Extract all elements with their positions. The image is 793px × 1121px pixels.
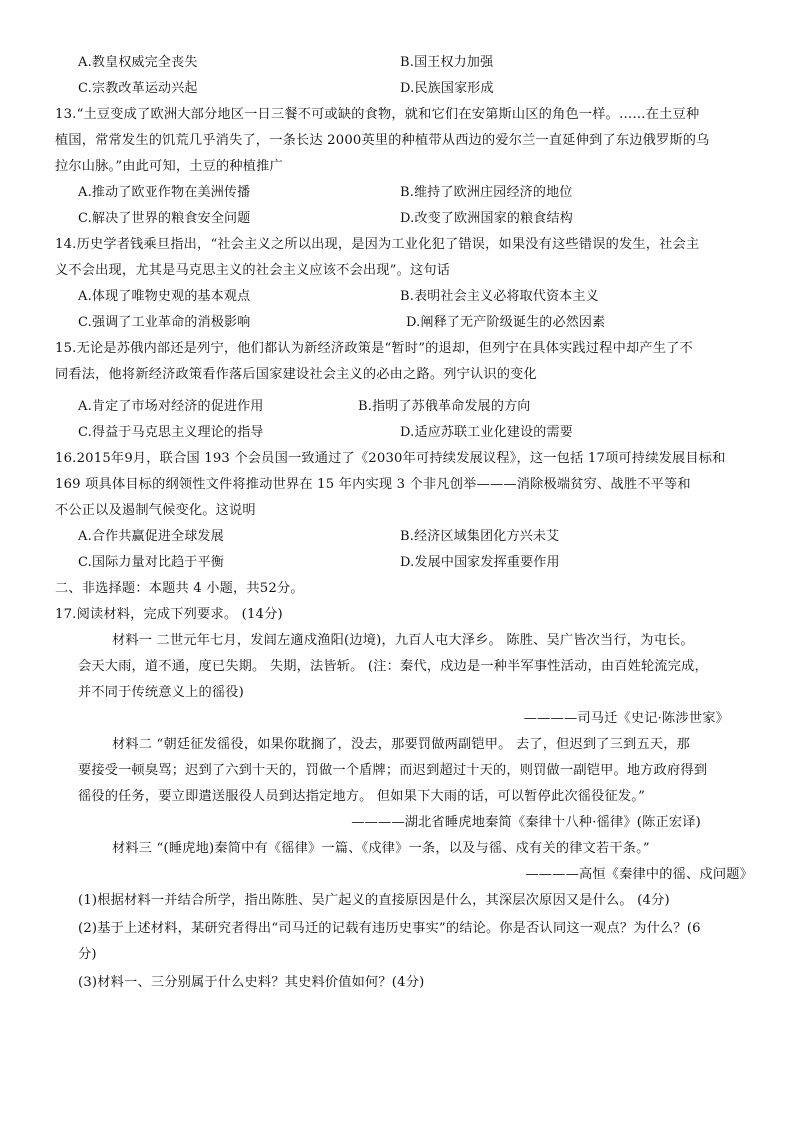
q16-stem-line: 169 项具体目标的纲领性文件将推动世界在 15 年内实现 3 个非凡创举———消除极端贫穷、战胜不平等和 — [55, 477, 691, 492]
q14-option-b: B.表明社会主义必将取代资本主义 — [400, 289, 599, 304]
q17-sub-question-1: (1)根据材料一并结合所学，指出陈胜、吴广起义的直接原因是什么，其深层次原因又是什么。 (4分) — [78, 893, 670, 908]
q17-material-two-line: 要接受一顿臭骂；迟到了六到十天的，罚做一个盾牌；而迟到超过十天的，则罚做一副铠甲。地方政府得到 — [78, 763, 708, 778]
q17-material-one-line: 会天大雨，道不通，度已失期。 失期，法皆斩。 (注：秦代，戍边是一种半军事性活动，由百姓轮流完成， — [78, 659, 708, 674]
q12-option-a: A.教皇权威完全丧失 — [78, 55, 198, 70]
q17-intro: 17.阅读材料，完成下列要求。 (14分) — [55, 607, 283, 622]
q17-material-two-line: 材料二 “朝廷征发徭役，如果你耽搁了，没去，那要罚做两副铠甲。 去了，但迟到了三到五天，那 — [112, 737, 690, 752]
q13-option-c: C.解决了世界的粮食安全问题 — [78, 211, 251, 226]
q14-option-d: D.阐释了无产阶级诞生的必然因素 — [406, 315, 606, 330]
q17-material-two-source: ————湖北省睡虎地秦简《秦律十八种·徭律》(陈正宏译) — [351, 815, 701, 830]
q15-option-c: C.得益于马克思主义理论的指导 — [78, 425, 264, 440]
q13-option-d: D.改变了欧洲国家的粮食结构 — [400, 211, 573, 226]
q17-material-one-source: ————司马迁《史记·陈涉世家》 — [523, 711, 729, 726]
q13-stem-line: 13.“土豆变成了欧洲大部分地区一日三餐不可或缺的食物，就和它们在安第斯山区的角色一样。……在土豆种 — [55, 107, 700, 122]
q14-stem-line: 14.历史学者钱乘旦指出，“社会主义之所以出现，是因为工业化犯了错误，如果没有这些错误的发生，社会主 — [55, 237, 700, 252]
q17-sub-question-2-line: 分) — [78, 947, 97, 962]
q17-sub-question-2-line: (2)基于上述材料，某研究者得出“司马迁的记载有违历史事实”的结论。你是否认同这一观点？为什么？(6 — [78, 921, 701, 936]
q16-stem-line: 不公正以及遏制气候变化。这说明 — [55, 503, 256, 518]
q16-option-d: D.发展中国家发挥重要作用 — [400, 555, 560, 570]
q16-option-c: C.国际力量对比趋于平衡 — [78, 555, 225, 570]
q17-material-one-line: 并不同于传统意义上的徭役) — [78, 685, 244, 700]
q15-stem-line: 同看法，他将新经济政策看作落后国家建设社会主义的必由之路。列宁认识的变化 — [55, 367, 537, 382]
q17-material-three-line: 材料三 “(睡虎地)秦简中有《徭律》一篇、《戍律》一条，以及与徭、戍有关的律文若干条。” — [112, 841, 650, 856]
q14-stem-line: 义不会出现，尤其是马克思主义的社会主义应该不会出现”。这句话 — [55, 263, 451, 278]
q16-option-b: B.经济区域集团化方兴未艾 — [400, 529, 560, 544]
q17-material-two-line: 徭役的任务，要立即遣送服役人员到达指定地方。 但如果下大雨的话，可以暂停此次徭役征发。” — [78, 789, 646, 804]
q16-option-a: A.合作共赢促进全球发展 — [78, 529, 224, 544]
q12-option-c: C.宗教改革运动兴起 — [78, 81, 198, 96]
q15-option-b: B.指明了苏俄革命发展的方向 — [358, 399, 531, 414]
q14-option-c: C.强调了工业革命的消极影响 — [78, 315, 251, 330]
q15-option-d: D.适应苏联工业化建设的需要 — [400, 425, 573, 440]
q17-material-three-source: ————高恒《秦律中的徭、戍问题》 — [525, 867, 753, 882]
q12-option-d: D.民族国家形成 — [400, 81, 494, 96]
section-heading: 二、非选择题：本题共 4 小题，共52分。 — [55, 581, 304, 596]
q15-stem-line: 15.无论是苏俄内部还是列宁，他们都认为新经济政策是“暂时”的退却，但列宁在具体实践过程中却产生了不 — [55, 341, 693, 356]
q13-option-b: B.维持了欧洲庄园经济的地位 — [400, 185, 573, 200]
q13-option-a: A.推动了欧亚作物在美洲传播 — [78, 185, 251, 200]
q14-option-a: A.体现了唯物史观的基本观点 — [78, 289, 251, 304]
q12-option-b: B.国王权力加强 — [400, 55, 494, 70]
q13-stem-line: 植国，常常发生的饥荒几乎消失了，一条长达 2000英里的种植带从西边的爱尔兰一直延伸到了东边俄罗斯的乌 — [55, 133, 710, 148]
q13-stem-line: 拉尔山脉。”由此可知，土豆的种植推广 — [55, 159, 283, 174]
q17-material-one-line: 材料一 二世元年七月，发闾左適戍渔阳(边境)，九百人屯大泽乡。 陈胜、吴广皆次当行，为屯长。 — [112, 633, 694, 648]
q15-option-a: A.肯定了市场对经济的促进作用 — [78, 399, 264, 414]
q16-stem-line: 16.2015年9月，联合国 193 个会员国一致通过了《2030年可持续发展议程》，这一包括 17项可持续发展目标和 — [55, 451, 726, 466]
q17-sub-question-3: (3)材料一、三分别属于什么史料？其史料价值如何？(4分) — [78, 975, 425, 990]
